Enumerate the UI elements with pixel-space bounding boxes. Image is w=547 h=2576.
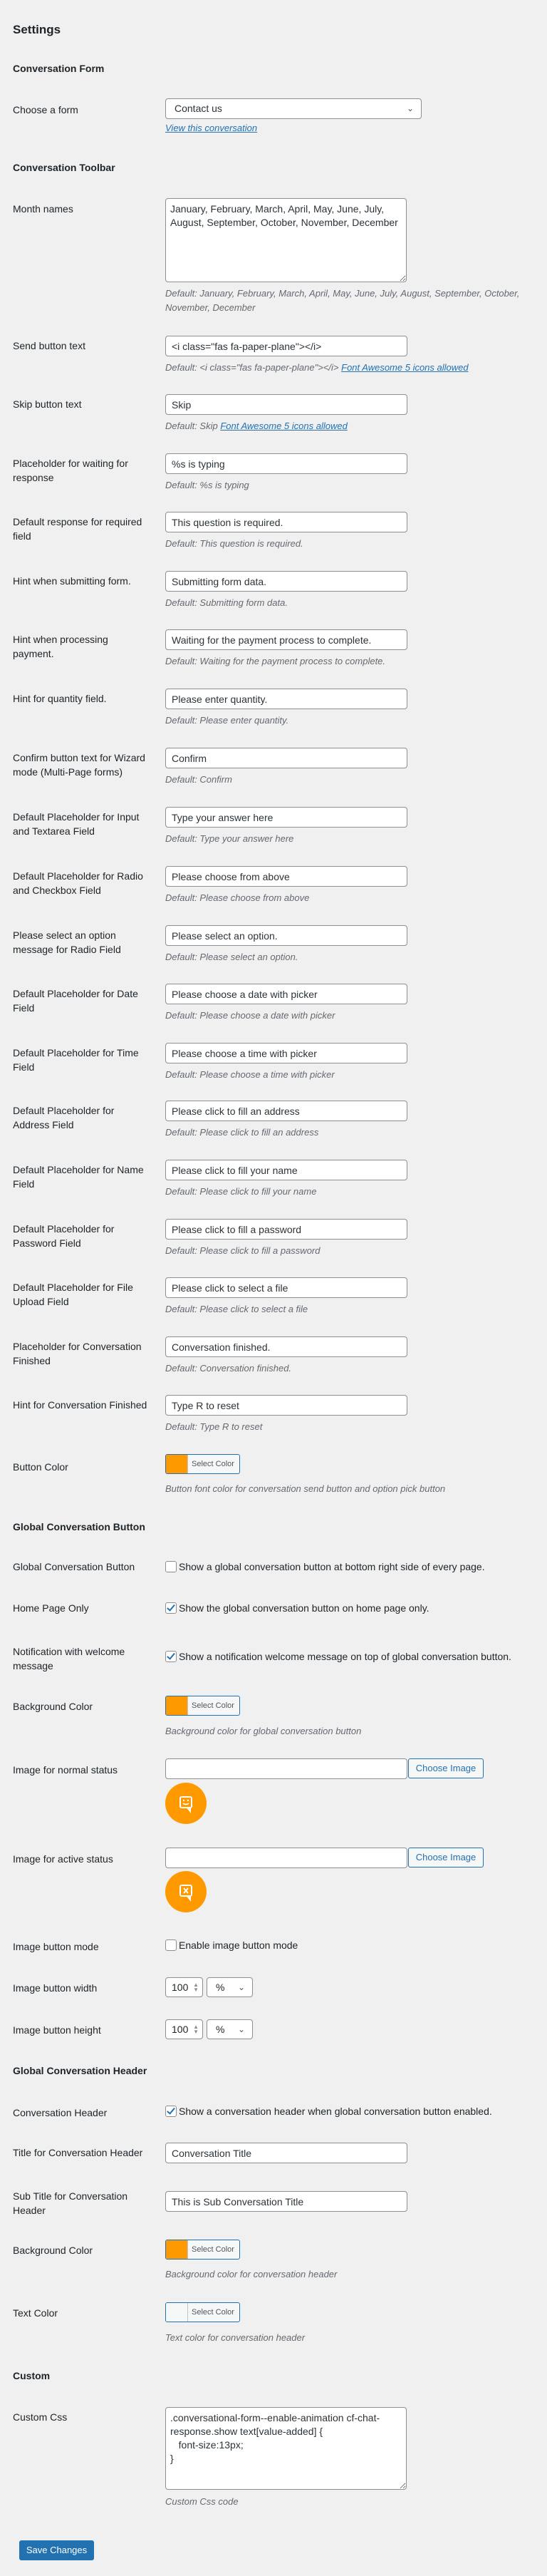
field-label: Image button width xyxy=(13,1982,98,1994)
conversation-header-checkbox[interactable] xyxy=(165,2106,177,2117)
field-description: Button font color for conversation send button and option pick button xyxy=(165,1483,446,1494)
quantity-hint-input[interactable] xyxy=(165,689,407,709)
field-default: Default: Type R to reset xyxy=(165,1421,263,1432)
width-unit: % xyxy=(216,1982,225,1993)
stepper-icon[interactable]: ▲ ▼ xyxy=(193,2024,199,2035)
field-default: Default: Please choose from above xyxy=(165,892,310,903)
select-color-label: Select Color xyxy=(192,1701,234,1710)
field-label: Conversation Header xyxy=(13,2107,108,2118)
field-default: Default: Please choose a time with picker xyxy=(165,1069,335,1080)
field-label: Background Color xyxy=(13,1701,93,1712)
select-color-label: Select Color xyxy=(192,2308,234,2317)
field-label: Please select an option message for Radio Field xyxy=(13,929,121,955)
section-heading-custom: Custom xyxy=(13,2370,51,2381)
chevron-down-icon: ⌄ xyxy=(406,103,414,113)
field-label: Hint for Conversation Finished xyxy=(13,1399,147,1411)
header-title-input[interactable] xyxy=(165,2143,407,2163)
field-label: Image for normal status xyxy=(13,1764,118,1776)
default-text: Default: <i class="fas fa-paper-plane"></i> xyxy=(165,362,339,373)
field-label: Title for Conversation Header xyxy=(13,2147,143,2158)
field-label: Custom Css xyxy=(13,2411,68,2423)
image-active-input[interactable] xyxy=(165,1848,407,1868)
field-label: Global Conversation Button xyxy=(13,1561,135,1572)
field-description: Custom Css code xyxy=(165,2496,239,2507)
field-default: Default: Please enter quantity. xyxy=(165,715,289,726)
field-description: Background color for conversation header xyxy=(165,2269,338,2279)
finished-hint-input[interactable] xyxy=(165,1395,407,1416)
field-label: Default Placeholder for Password Field xyxy=(13,1223,115,1249)
section-heading-global-button: Global Conversation Button xyxy=(13,1521,145,1532)
select-option-message-input[interactable] xyxy=(165,925,407,946)
select-color-label: Select Color xyxy=(192,1460,234,1468)
field-default xyxy=(165,419,536,433)
width-unit-select[interactable] xyxy=(207,1977,253,1997)
checkbox-text: Show the global conversation button on home page only. xyxy=(179,1602,429,1614)
field-label: Button Color xyxy=(13,1461,68,1473)
field-label: Default Placeholder for Radio and Checkbox Field xyxy=(13,870,143,896)
field-label: Default Placeholder for Input and Textarea Field xyxy=(13,811,140,837)
conversation-finished-input[interactable] xyxy=(165,1336,407,1357)
stepper-icon[interactable]: ▲ ▼ xyxy=(193,1982,199,1993)
address-placeholder-input[interactable] xyxy=(165,1101,407,1121)
field-label: Background Color xyxy=(13,2245,93,2256)
field-default: Default: Type your answer here xyxy=(165,833,294,844)
field-label: Sub Title for Conversation Header xyxy=(13,2190,128,2216)
image-normal-input[interactable] xyxy=(165,1758,407,1779)
home-page-only-checkbox[interactable] xyxy=(165,1602,177,1614)
checkbox-text: Show a notification welcome message on top of global conversation button. xyxy=(179,1651,511,1662)
height-value: 100 xyxy=(172,2024,189,2035)
field-default: Default: January, February, March, April, May, June, July, August, September, October, November, December xyxy=(165,288,520,313)
field-description: Background color for global conversation button xyxy=(165,1726,362,1736)
field-label: Hint when processing payment. xyxy=(13,634,108,659)
view-conversation-link[interactable]: View this conversation xyxy=(165,123,258,133)
password-placeholder-input[interactable] xyxy=(165,1219,407,1240)
height-unit-select[interactable] xyxy=(207,2019,253,2039)
field-label: Home Page Only xyxy=(13,1602,89,1614)
input-placeholder-input[interactable] xyxy=(165,807,407,828)
color-swatch xyxy=(166,1696,188,1715)
submitting-hint-input[interactable] xyxy=(165,571,407,592)
default-text: Default: Skip xyxy=(165,421,218,431)
checkbox-text: Show a conversation header when global conversation button enabled. xyxy=(179,2106,492,2117)
font-awesome-link[interactable]: Font Awesome 5 icons allowed xyxy=(220,421,348,431)
custom-css-textarea[interactable] xyxy=(165,2407,407,2490)
field-label: Default Placeholder for Time Field xyxy=(13,1047,139,1073)
name-placeholder-input[interactable] xyxy=(165,1160,407,1180)
field-default: Default: Please select an option. xyxy=(165,952,298,962)
field-default: Default: Submitting form data. xyxy=(165,597,288,608)
section-heading-global-header: Global Conversation Header xyxy=(13,2065,147,2076)
field-default: Default: Please choose a date with picker xyxy=(165,1010,335,1021)
field-default: Default: This question is required. xyxy=(165,538,303,549)
field-label: Default Placeholder for Name Field xyxy=(13,1164,144,1190)
width-number-input[interactable] xyxy=(165,1977,203,1997)
color-swatch xyxy=(166,2303,188,2322)
field-label: Skip button text xyxy=(13,398,82,410)
field-default: Default: Please click to fill a password xyxy=(165,1245,321,1256)
chevron-down-icon: ⌄ xyxy=(237,1982,245,1992)
field-default: Default: Confirm xyxy=(165,774,232,785)
file-placeholder-input[interactable] xyxy=(165,1277,407,1298)
width-value: 100 xyxy=(172,1982,189,1993)
color-swatch xyxy=(166,1455,188,1473)
section-heading-conversation-toolbar: Conversation Toolbar xyxy=(13,162,115,173)
field-label: Default Placeholder for File Upload Field xyxy=(13,1282,133,1307)
button-color-picker[interactable] xyxy=(165,1454,240,1474)
skip-button-text-input[interactable] xyxy=(165,394,407,415)
header-subtitle-input[interactable] xyxy=(165,2191,407,2212)
global-button-checkbox[interactable] xyxy=(165,1561,177,1572)
field-label: Send button text xyxy=(13,340,85,351)
field-label: Notification with welcome message xyxy=(13,1646,125,1671)
field-label: Hint when submitting form. xyxy=(13,575,131,587)
header-bg-color-picker[interactable] xyxy=(165,2240,240,2260)
image-mode-checkbox[interactable] xyxy=(165,1939,177,1951)
chat-close-icon xyxy=(165,1871,207,1912)
month-names-textarea[interactable] xyxy=(165,198,407,282)
field-default: Default: Conversation finished. xyxy=(165,1363,292,1374)
date-placeholder-input[interactable] xyxy=(165,984,407,1004)
radio-placeholder-input[interactable] xyxy=(165,866,407,887)
field-description: Text color for conversation header xyxy=(165,2332,306,2343)
save-changes-button[interactable]: Save Changes xyxy=(19,2540,94,2560)
choose-image-button[interactable]: Choose Image xyxy=(408,1848,484,1867)
field-label: Hint for quantity field. xyxy=(13,693,107,704)
checkbox-text: Enable image button mode xyxy=(179,1939,298,1951)
confirm-button-text-input[interactable] xyxy=(165,748,407,768)
checkbox-text: Show a global conversation button at bottom right side of every page. xyxy=(179,1561,485,1572)
field-default: Default: Please click to fill your name xyxy=(165,1186,317,1197)
page-title: Settings xyxy=(13,23,61,36)
field-label: Placeholder for waiting for response xyxy=(13,458,128,483)
global-bg-color-picker[interactable] xyxy=(165,1696,240,1716)
notification-checkbox[interactable] xyxy=(165,1651,177,1662)
choose-image-button[interactable]: Choose Image xyxy=(408,1758,484,1778)
field-label: Month names xyxy=(13,203,73,215)
section-heading-conversation-form: Conversation Form xyxy=(13,63,105,74)
field-label: Text Color xyxy=(13,2307,58,2319)
field-label: Image button mode xyxy=(13,1941,99,1952)
selected-form: Contact us xyxy=(174,103,222,114)
form-select[interactable] xyxy=(165,98,422,119)
payment-hint-input[interactable] xyxy=(165,629,407,650)
header-text-color-picker[interactable] xyxy=(165,2302,240,2322)
field-default xyxy=(165,361,536,375)
field-label: Default response for required field xyxy=(13,516,142,542)
field-default: Default: Please click to select a file xyxy=(165,1304,308,1314)
select-color-label: Select Color xyxy=(192,2245,234,2254)
height-unit: % xyxy=(216,2024,225,2035)
chat-smile-icon xyxy=(165,1783,207,1824)
chevron-down-icon: ⌄ xyxy=(237,2024,245,2034)
field-label: Image button height xyxy=(13,2024,101,2036)
field-default: Default: %s is typing xyxy=(165,480,249,490)
field-label: Confirm button text for Wizard mode (Multi-Page forms) xyxy=(13,752,145,778)
field-label: Choose a form xyxy=(13,104,78,115)
required-response-input[interactable] xyxy=(165,512,407,532)
field-label: Image for active status xyxy=(13,1853,113,1865)
field-label: Default Placeholder for Date Field xyxy=(13,988,138,1014)
color-swatch xyxy=(166,2240,188,2259)
time-placeholder-input[interactable] xyxy=(165,1043,407,1063)
waiting-placeholder-input[interactable] xyxy=(165,453,407,474)
send-button-text-input[interactable] xyxy=(165,336,407,356)
field-label: Placeholder for Conversation Finished xyxy=(13,1341,142,1366)
height-number-input[interactable] xyxy=(165,2019,203,2039)
field-default: Default: Please click to fill an address xyxy=(165,1127,319,1138)
field-default: Default: Waiting for the payment process to complete. xyxy=(165,656,386,666)
font-awesome-link[interactable]: Font Awesome 5 icons allowed xyxy=(341,362,469,373)
field-label: Default Placeholder for Address Field xyxy=(13,1105,115,1130)
